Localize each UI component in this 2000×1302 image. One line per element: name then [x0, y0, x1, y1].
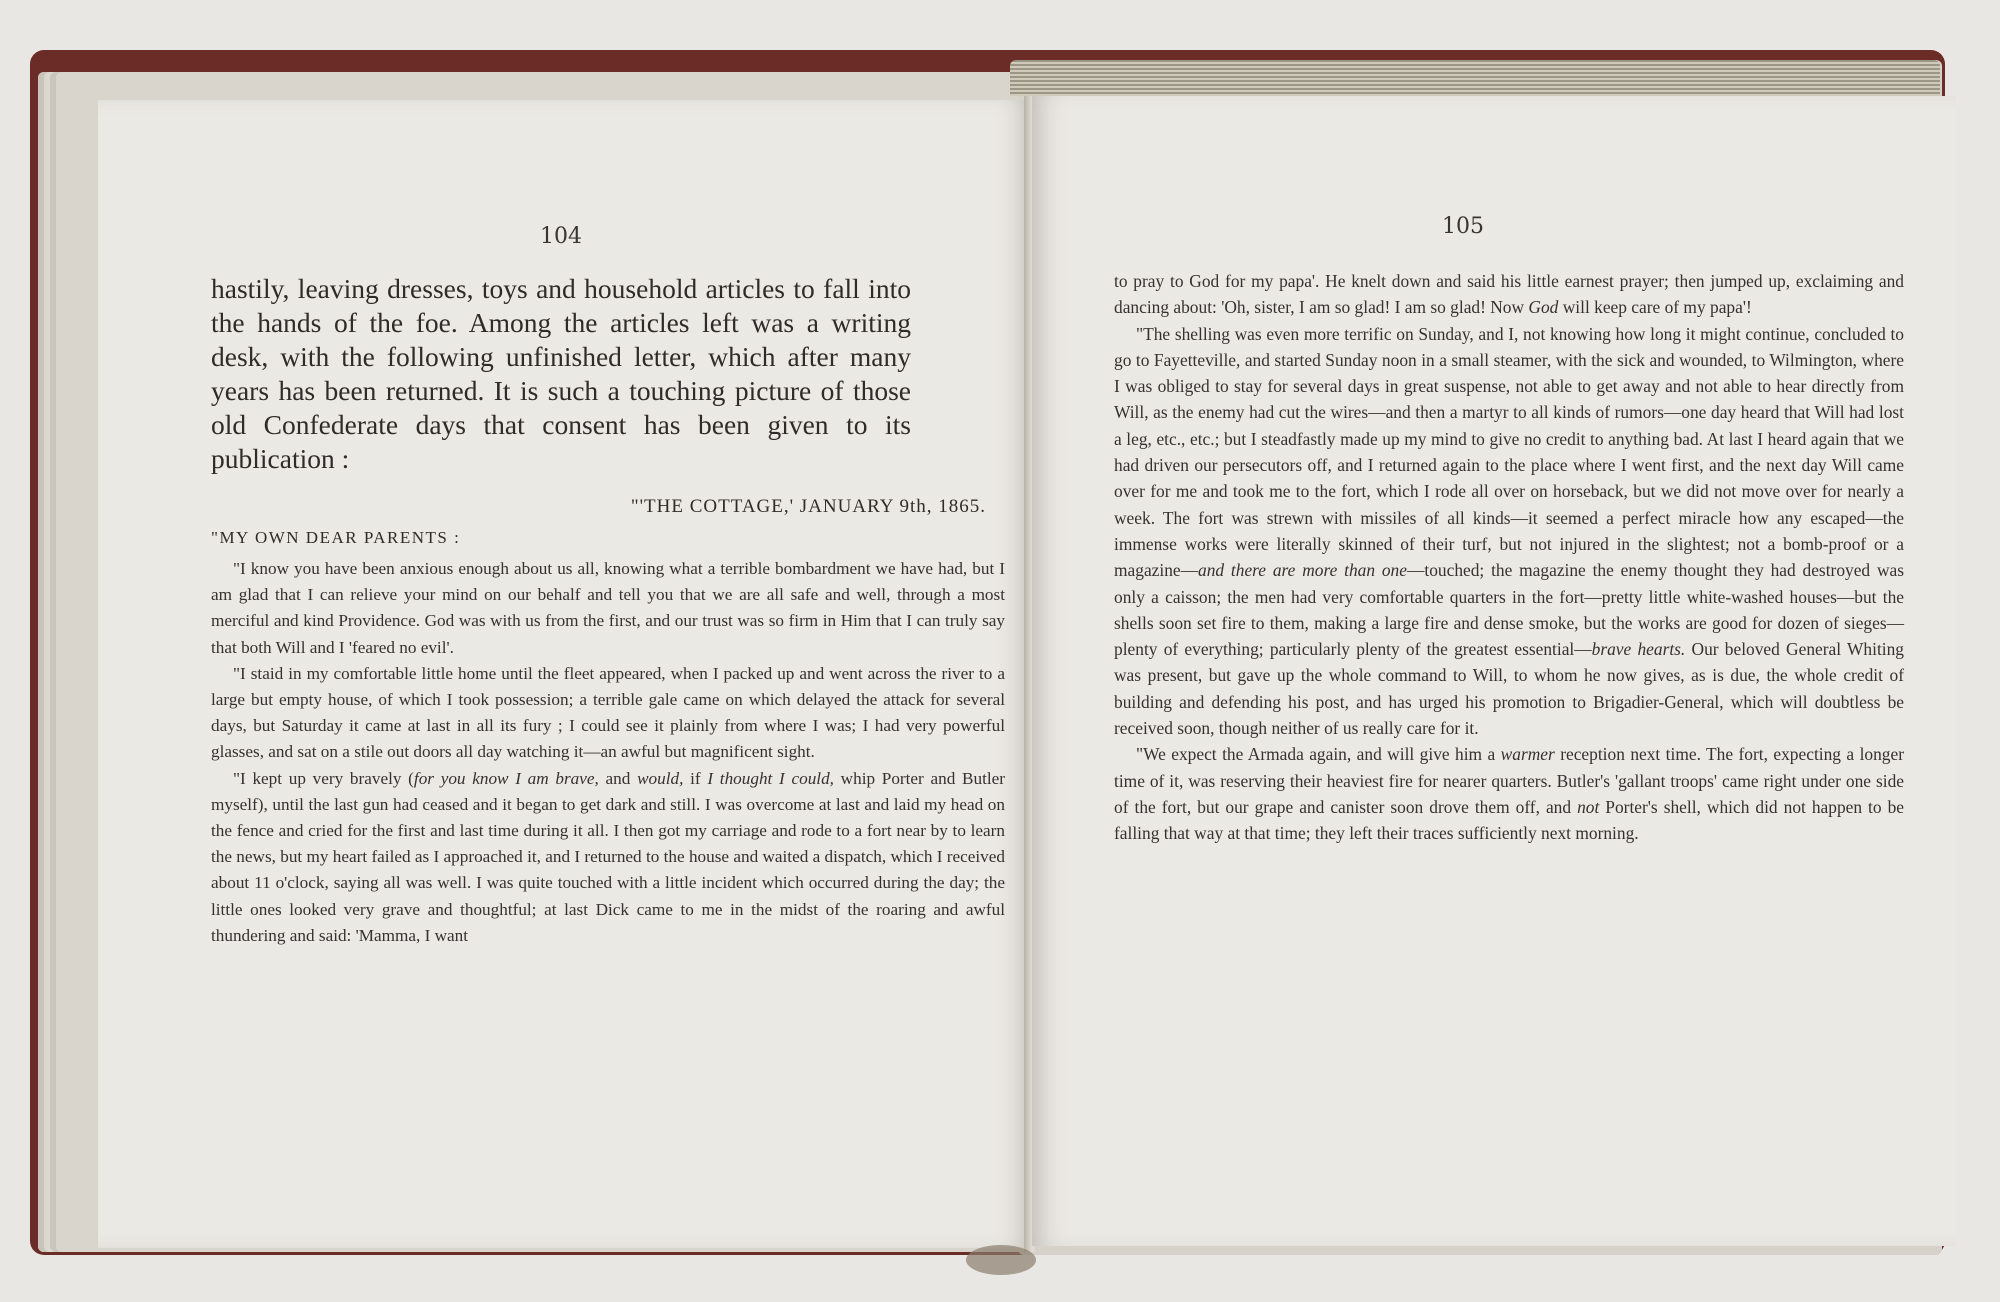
text-run: Porter's shell, which did not happen to be falling that way at that time; they left their traces sufficiently next morning. — [1114, 796, 1905, 844]
italic-text: warmer — [1500, 744, 1555, 765]
right-body-text — [1114, 268, 1904, 847]
letter-heading: "'THE COTTAGE,' JANUARY 9th, 1865. — [630, 496, 986, 517]
italic-text: and there are more than one — [1198, 560, 1407, 581]
text-run: —touched; the magazine the enemy thought they had destroyed was only a caisson; the men had very comfortable quarters in the fort—pretty little white-washed houses—but the shells soon set fire to them, making a large fire and dense smoke, but the works are good for dozen of sieges—plenty of everything; particularly plenty of the greatest essential— — [1114, 560, 1905, 660]
paragraph — [1114, 321, 1904, 742]
italic-text: God — [1528, 297, 1559, 318]
paragraph — [1114, 268, 1904, 321]
text-run: "The shelling was even more terrific on Sunday, and I, not knowing how long it might continue, concluded to go to Fayetteville, and started Sunday noon in a small steamer, with the sick and wounded, to Wilmington, where I was obliged to stay for several days in great suspense, not able to get away and not able to hear directly from Will, as the enemy had cut the wires—and then a martyr to all kinds of rumors—one day heard that Will had lost a leg, etc., etc.; but I steadfastly made up my mind to give no credit to anything bad. At last I heard again that we had driven our persecutors off, and I returned again to the place where I went first, and the next day Will came over for me and took me to the fort, which I rode all over on horseback, but we did not move over for nearly a week. The fort was strewn with missiles of all kinds—it seemed a perfect miracle how any escaped—the immense works were literally skinned of their turf, but not injured in the slightest; not a bomb-proof or a magazine— — [1114, 323, 1904, 581]
page-number: 105 — [1442, 214, 1484, 239]
italic-text: not — [1577, 796, 1600, 817]
paragraph — [1114, 741, 1904, 846]
page-edges-top — [1010, 60, 1940, 96]
text-run: "I kept up very bravely ( — [233, 768, 414, 788]
text-run: and — [598, 768, 638, 788]
text-run: Our beloved General Whiting was present, but gave up the whole command to Will, to whom he now gives, as is due, the whole credit of building and defending his post, and has urged his promotion to Brigadier-General, which will doubtless be received soon, though neither of us really care for it. — [1114, 639, 1904, 739]
salutation: "MY OWN DEAR PARENTS : — [211, 528, 461, 547]
lead-paragraph: hastily, leaving dresses, toys and household articles to fall into the hands of the foe. Among the articles left was a writing desk, with the following unfinished letter, which after many years has been returned. It is such a touching picture of those old Confederate days that consent has been given to its publication : — [211, 273, 911, 474]
left-body-text — [211, 556, 1005, 949]
text-run: reception next time. The fort, expecting a longer time of it, was reserving their heaviest fire for nearer quarters. Butler's 'gallant troops' came right under one side of the fort, but our grape and canister soon drove them off, and — [1114, 744, 1904, 817]
paragraph — [211, 766, 1005, 949]
italic-text: for you know I am brave, — [413, 768, 599, 788]
italic-text: I thought I could, — [707, 768, 834, 788]
right-page — [1032, 96, 1956, 1246]
left-page — [98, 100, 1032, 1248]
text-run: "We expect the Armada again, and will give him a — [1136, 744, 1501, 765]
text-run: if — [683, 768, 708, 788]
binding-thread — [966, 1245, 1036, 1275]
page-number: 104 — [540, 224, 582, 249]
text-run: to pray to God for my papa'. He knelt down and said his little earnest prayer; then jumped up, exclaiming and dancing about: 'Oh, sister, I am so glad! I am so glad! Now — [1114, 271, 1904, 318]
text-run: will keep care of my papa'! — [1558, 297, 1752, 318]
italic-text: brave hearts. — [1591, 639, 1686, 660]
italic-text: would, — [637, 768, 684, 788]
paragraph: "I know you have been anxious enough about us all, knowing what a terrible bombardment we have had, but I am glad that I can relieve your mind on our behalf and tell you that we are all safe and well, through a most merciful and kind Providence. God was with us from the first, and our trust was so firm in Him that I can truly say that both Will and I 'feared no evil'. — [211, 559, 1005, 657]
text-run: whip Porter and Butler myself), until the last gun had ceased and it began to get dark and still. I was overcome at last and laid my head on the fence and cried for the first and last time during it all. I then got my carriage and rode to a fort near by to learn the news, but my heart failed as I approached it, and I returned to the house and waited a dispatch, which I received about 11 o'clock, saying all was well. I was quite touched with a little incident which occurred during the day; the little ones looked very grave and thoughtful; at last Dick came to me in the midst of the roaring and awful thundering and said: 'Mamma, I want — [211, 768, 1005, 945]
paragraph: "I staid in my comfortable little home until the fleet appeared, when I packed up and went across the river to a large but empty house, of which I took possession; a terrible gale came on which delayed the attack for several days, but Saturday it came at last in all its fury ; I could see it plainly from where I was; I had very powerful glasses, and sat on a stile out doors all day watching it—an awful but magnificent sight. — [211, 663, 1005, 762]
